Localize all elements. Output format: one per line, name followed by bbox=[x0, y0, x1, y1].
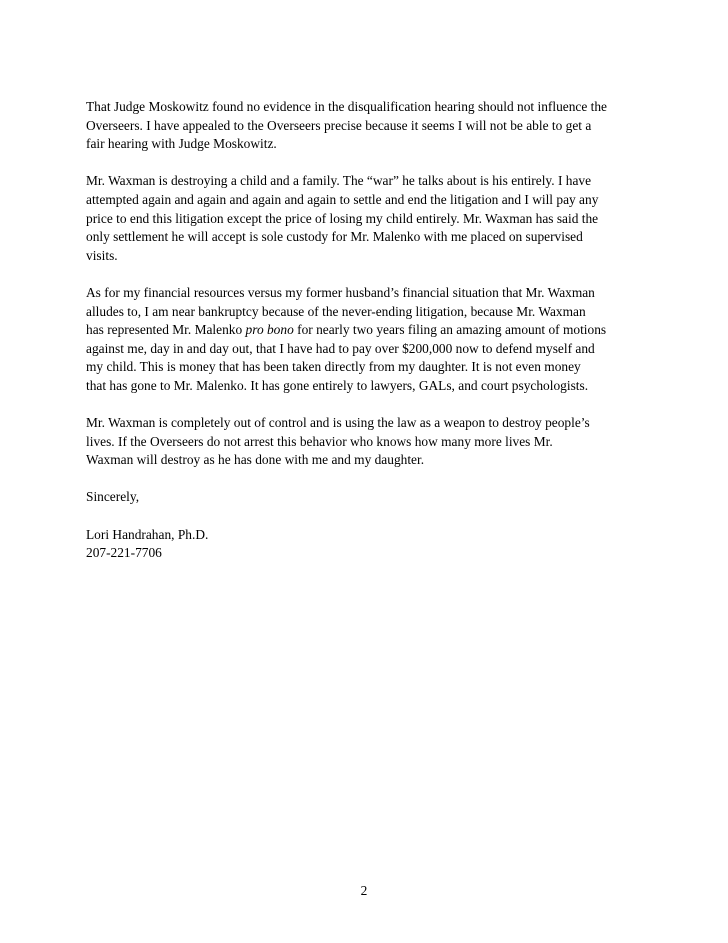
text-line: That Judge Moskowitz found no evidence in the disqualification hearing should not influence the bbox=[86, 99, 607, 114]
closing bbox=[86, 488, 656, 507]
signer-name: Lori Handrahan, Ph.D. bbox=[86, 526, 209, 542]
text-line: price to end this litigation except the price of losing my child entirely. Mr. Waxman has said the bbox=[86, 210, 599, 226]
paragraph-4 bbox=[86, 414, 656, 470]
text-line: Overseers. I have appealed to the Overseers precise because it seems I will not be able to get a bbox=[86, 117, 592, 133]
text-line: Mr. Waxman is destroying a child and a family. The “war” he talks about is his entirely. I have bbox=[86, 173, 592, 189]
text-line: alludes to, I am near bankruptcy because of the never-ending litigation, because Mr. Waxman bbox=[86, 303, 586, 319]
text-line-with-italic bbox=[86, 321, 656, 340]
text-line: my child. This is money that has been taken directly from my daughter. It is not even money bbox=[86, 359, 581, 375]
signature-block bbox=[86, 526, 656, 563]
page-number: 2 bbox=[360, 883, 368, 898]
paragraph-3 bbox=[86, 284, 656, 396]
text-line: Mr. Waxman is completely out of control and is using the law as a weapon to destroy people’s bbox=[86, 415, 590, 431]
text-line: against me, day in and day out, that I have had to pay over $200,000 now to defend myself and bbox=[86, 340, 595, 356]
closing-text: Sincerely, bbox=[86, 489, 140, 505]
paragraph-2 bbox=[86, 172, 656, 265]
text-line: attempted again and again and again and again to settle and end the litigation and I will pay any bbox=[86, 191, 599, 207]
text-line: fair hearing with Judge Moskowitz. bbox=[86, 136, 277, 152]
text-line: that has gone to Mr. Malenko. It has gone entirely to lawyers, GALs, and court psychologists. bbox=[86, 377, 589, 393]
letter-body bbox=[86, 98, 656, 581]
text-line: lives. If the Overseers do not arrest this behavior who knows how many more lives Mr. bbox=[86, 433, 553, 449]
text-segment: for nearly two years filing an amazing amount of motions bbox=[293, 322, 607, 338]
italic-phrase: pro bono bbox=[245, 322, 294, 338]
text-line: Waxman will destroy as he has done with me and my daughter. bbox=[86, 452, 425, 468]
text-line: only settlement he will accept is sole custody for Mr. Malenko with me placed on supervised bbox=[86, 229, 583, 245]
text-line: visits. bbox=[86, 247, 118, 263]
signer-phone: 207-221-7706 bbox=[86, 545, 162, 561]
text-line: As for my financial resources versus my former husband’s financial situation that Mr. Waxman bbox=[86, 284, 595, 300]
text-segment: has represented Mr. Malenko bbox=[86, 322, 246, 338]
paragraph-1 bbox=[86, 98, 656, 154]
